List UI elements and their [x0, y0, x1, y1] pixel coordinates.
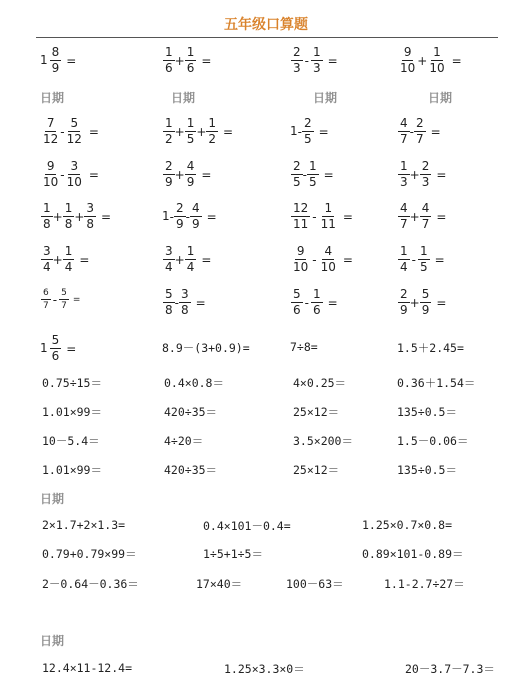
problem	[40, 245, 89, 274]
operator: +	[409, 295, 420, 310]
whole-number: 1	[290, 124, 298, 138]
equals-sign: =	[79, 252, 90, 267]
numerator: 1	[64, 201, 73, 215]
denominator: 10	[320, 260, 336, 274]
problem: 20－3.7－7.3＝	[405, 662, 495, 676]
denominator: 10	[66, 175, 82, 189]
numerator: 4	[421, 201, 430, 215]
fraction	[185, 117, 197, 146]
equals-sign: =	[327, 295, 338, 310]
denominator: 9	[175, 217, 184, 231]
denominator: 9	[421, 303, 430, 317]
operator: -	[304, 53, 309, 68]
operator: +	[409, 167, 420, 182]
equals-sign: =	[430, 124, 441, 139]
problem: 1.01×99＝	[42, 463, 102, 477]
problem	[290, 202, 353, 231]
equals-sign: =	[436, 295, 447, 310]
numerator: 5	[51, 333, 60, 347]
numerator: 5	[421, 287, 430, 301]
problem: 25×12＝	[293, 463, 340, 477]
denominator: 8	[43, 217, 51, 231]
problem	[290, 288, 338, 317]
fraction	[420, 288, 432, 317]
numerator: 1	[64, 244, 73, 258]
numerator: 2	[165, 159, 173, 173]
problem	[397, 46, 462, 75]
equals-sign: =	[195, 295, 206, 310]
denominator: 5	[308, 175, 317, 189]
denominator: 2	[165, 132, 173, 146]
fraction	[319, 245, 338, 274]
denominator: 9	[186, 175, 195, 189]
operator: -	[60, 124, 65, 139]
numerator: 5	[165, 287, 173, 301]
numerator: 3	[86, 201, 95, 215]
operator: +	[52, 252, 63, 267]
whole-number: 1	[40, 53, 48, 67]
denominator: 7	[43, 301, 49, 311]
fraction	[185, 160, 197, 189]
numerator: 3	[180, 287, 189, 301]
numerator: 7	[46, 116, 55, 130]
denominator: 7	[61, 301, 67, 311]
expression-text: 1.5＋2.45=	[397, 341, 464, 355]
numerator: 1	[165, 116, 173, 130]
denominator: 3	[312, 61, 321, 75]
equals-sign: =	[201, 167, 212, 182]
numerator: 1	[186, 45, 195, 59]
numerator: 6	[43, 288, 49, 298]
worksheet-title: 五年级口算题	[224, 17, 308, 33]
numerator: 9	[403, 45, 412, 59]
equals-sign: =	[201, 252, 212, 267]
numerator: 4	[191, 201, 200, 215]
fraction	[311, 288, 323, 317]
fraction	[84, 202, 96, 231]
denominator: 6	[51, 349, 60, 363]
numerator: 4	[324, 244, 333, 258]
denominator: 11	[320, 217, 336, 231]
equals-sign: =	[66, 53, 77, 68]
problem	[40, 117, 99, 146]
fraction	[63, 202, 75, 231]
numerator: 4	[186, 159, 195, 173]
fraction	[50, 334, 62, 363]
problem: 0.4×101－0.4=	[203, 519, 291, 533]
fraction	[398, 117, 410, 146]
date-label: 日期	[428, 91, 453, 105]
fraction	[190, 202, 202, 231]
equals-sign: =	[327, 53, 338, 68]
denominator: 4	[43, 260, 51, 274]
fraction	[185, 46, 197, 75]
numerator: 3	[70, 159, 79, 173]
problem	[40, 202, 111, 231]
numerator: 9	[46, 159, 55, 173]
fraction	[50, 46, 62, 75]
denominator: 4	[186, 260, 195, 274]
fraction	[398, 160, 410, 189]
numerator: 4	[400, 201, 408, 215]
numerator: 1	[186, 244, 195, 258]
problem	[397, 160, 446, 189]
denominator: 9	[191, 217, 200, 231]
equals-sign: =	[436, 209, 447, 224]
numerator: 2	[421, 159, 430, 173]
denominator: 9	[165, 175, 173, 189]
denominator: 8	[86, 217, 95, 231]
problem: 1.25×0.7×0.8=	[362, 518, 453, 532]
problem: 0.36＋1.54＝	[397, 376, 476, 390]
equals-sign: =	[434, 252, 445, 267]
problem: 2－0.64－0.36＝	[42, 577, 139, 591]
operator: -	[297, 124, 302, 139]
operator: +	[174, 167, 185, 182]
denominator: 2	[208, 132, 217, 146]
date-label: 日期	[40, 634, 65, 648]
numerator: 1	[400, 159, 408, 173]
fraction	[41, 202, 53, 231]
problem: 0.75÷15＝	[42, 376, 102, 390]
fraction	[302, 117, 314, 146]
fraction	[398, 46, 417, 75]
denominator: 7	[415, 132, 424, 146]
problem: 10－5.4＝	[42, 434, 100, 448]
fraction	[427, 46, 446, 75]
denominator: 5	[419, 260, 428, 274]
numerator: 1	[208, 116, 217, 130]
problem: 4÷20＝	[164, 434, 204, 448]
problem	[290, 117, 329, 146]
denominator: 8	[64, 217, 73, 231]
denominator: 11	[293, 217, 309, 231]
operator: +	[417, 53, 428, 68]
problem: 1÷5+1÷5＝	[203, 547, 263, 561]
equals-sign: =	[201, 53, 212, 68]
equals-sign: =	[342, 252, 353, 267]
date-label: 日期	[313, 91, 338, 105]
problem	[162, 334, 250, 355]
denominator: 6	[293, 303, 301, 317]
denominator: 8	[165, 303, 173, 317]
problem	[162, 202, 217, 231]
operator: -	[60, 167, 65, 182]
operator: -	[304, 295, 309, 310]
operator: +	[52, 209, 63, 224]
numerator: 5	[61, 288, 67, 298]
denominator: 6	[186, 61, 195, 75]
equals-sign: =	[72, 294, 81, 305]
numerator: 9	[296, 244, 305, 258]
problem	[290, 245, 353, 274]
denominator: 9	[51, 61, 60, 75]
denominator: 5	[186, 132, 195, 146]
fraction	[291, 288, 303, 317]
numerator: 3	[165, 244, 173, 258]
numerator: 1	[308, 159, 317, 173]
numerator: 1	[419, 244, 428, 258]
numerator: 2	[293, 159, 301, 173]
fraction	[398, 202, 410, 231]
numerator: 1	[165, 45, 173, 59]
equals-sign: =	[88, 124, 99, 139]
denominator: 10	[43, 175, 59, 189]
denominator: 10	[429, 61, 445, 75]
problem: 1.01×99＝	[42, 405, 102, 419]
denominator: 4	[165, 260, 173, 274]
denominator: 4	[64, 260, 73, 274]
fraction	[319, 202, 338, 231]
problem	[397, 245, 445, 274]
denominator: 7	[400, 217, 408, 231]
problem	[162, 46, 211, 75]
denominator: 3	[421, 175, 430, 189]
numerator: 1	[400, 244, 408, 258]
problem	[397, 288, 446, 317]
denominator: 8	[180, 303, 189, 317]
operator: +	[174, 53, 185, 68]
fraction	[163, 288, 175, 317]
operator: -	[174, 295, 179, 310]
problem: 25×12＝	[293, 405, 340, 419]
problem: 135÷0.5＝	[397, 463, 457, 477]
operator: -	[302, 167, 307, 182]
equals-sign: =	[451, 53, 462, 68]
numerator: 12	[293, 201, 309, 215]
numerator: 2	[293, 45, 301, 59]
fraction	[307, 160, 319, 189]
problem	[40, 160, 99, 189]
problem	[162, 117, 233, 146]
problem: 4×0.25＝	[293, 376, 347, 390]
operator: +	[174, 124, 185, 139]
numerator: 8	[51, 45, 60, 59]
fraction	[63, 245, 75, 274]
denominator: 7	[421, 217, 430, 231]
problem	[397, 117, 441, 146]
fraction	[311, 46, 323, 75]
whole-number: 1	[40, 341, 48, 355]
equals-sign: =	[223, 124, 234, 139]
numerator: 2	[400, 287, 408, 301]
denominator: 12	[43, 132, 59, 146]
operator: -	[185, 209, 190, 224]
problem	[162, 245, 211, 274]
fraction	[65, 160, 84, 189]
problem: 17×40＝	[196, 577, 243, 591]
problem	[162, 160, 211, 189]
fraction	[41, 160, 60, 189]
problem: 0.4×0.8＝	[164, 376, 224, 390]
numerator: 3	[43, 244, 51, 258]
problem	[397, 202, 446, 231]
denominator: 6	[312, 303, 321, 317]
fraction	[163, 117, 175, 146]
equals-sign: =	[318, 124, 329, 139]
date-label: 日期	[40, 91, 65, 105]
whole-number: 1	[162, 209, 170, 223]
fraction	[420, 202, 432, 231]
equals-sign: =	[342, 209, 353, 224]
fraction	[174, 202, 186, 231]
equals-sign: =	[66, 341, 77, 356]
fraction	[291, 202, 310, 231]
numerator: 1	[312, 45, 321, 59]
denominator: 6	[165, 61, 173, 75]
fraction	[420, 160, 432, 189]
operator: +	[409, 209, 420, 224]
operator: -	[411, 252, 416, 267]
numerator: 5	[70, 116, 79, 130]
operator: +	[174, 252, 185, 267]
problem	[290, 46, 338, 75]
numerator: 2	[415, 116, 424, 130]
fraction	[41, 288, 51, 311]
problem: 2×1.7+2×1.3=	[42, 518, 126, 532]
numerator: 1	[324, 201, 333, 215]
problem: 0.79+0.79×99＝	[42, 547, 137, 561]
problem	[162, 288, 206, 317]
denominator: 10	[400, 61, 416, 75]
problem: 1.5－0.06＝	[397, 434, 469, 448]
fraction	[41, 245, 53, 274]
problem	[290, 160, 334, 189]
operator: -	[312, 252, 317, 267]
fraction	[185, 245, 197, 274]
expression-text: 8.9－(3+0.9)=	[162, 341, 250, 355]
fraction	[179, 288, 191, 317]
problem: 100－63＝	[286, 577, 344, 591]
problem: 3.5×200＝	[293, 434, 353, 448]
numerator: 5	[293, 287, 301, 301]
equals-sign: =	[101, 209, 112, 224]
numerator: 2	[175, 201, 184, 215]
problem	[40, 46, 76, 75]
fraction	[163, 46, 175, 75]
denominator: 12	[66, 132, 82, 146]
denominator: 7	[400, 132, 408, 146]
fraction	[163, 245, 175, 274]
fraction	[398, 245, 410, 274]
expression-text: 7÷8=	[290, 340, 318, 354]
problem: 135÷0.5＝	[397, 405, 457, 419]
problem: 420÷35＝	[164, 463, 218, 477]
problem: 420÷35＝	[164, 405, 218, 419]
problem	[290, 334, 318, 354]
denominator: 5	[293, 175, 301, 189]
fraction	[59, 288, 69, 311]
date-label: 日期	[40, 492, 65, 506]
fraction	[291, 245, 310, 274]
fraction	[398, 288, 410, 317]
fraction	[291, 160, 303, 189]
operator: -	[169, 209, 174, 224]
denominator: 10	[293, 260, 309, 274]
equals-sign: =	[323, 167, 334, 182]
problem: 12.4×11-12.4=	[42, 661, 133, 675]
operator: +	[196, 124, 207, 139]
numerator: 4	[400, 116, 408, 130]
problem	[397, 334, 464, 355]
fraction	[206, 117, 218, 146]
denominator: 3	[293, 61, 301, 75]
numerator: 1	[43, 201, 51, 215]
equals-sign: =	[206, 209, 217, 224]
title-rule	[36, 37, 498, 38]
fraction	[414, 117, 426, 146]
fraction	[41, 117, 60, 146]
numerator: 2	[303, 116, 312, 130]
denominator: 5	[303, 132, 312, 146]
problem	[40, 334, 76, 363]
denominator: 9	[400, 303, 408, 317]
numerator: 1	[186, 116, 195, 130]
denominator: 4	[400, 260, 408, 274]
operator: +	[74, 209, 85, 224]
problem	[40, 288, 80, 311]
problem: 0.89×101-0.89＝	[362, 547, 464, 561]
numerator: 1	[312, 287, 321, 301]
fraction	[163, 160, 175, 189]
fraction	[291, 46, 303, 75]
equals-sign: =	[88, 167, 99, 182]
numerator: 1	[433, 45, 441, 59]
date-label: 日期	[171, 91, 196, 105]
operator: -	[52, 292, 58, 307]
problem: 1.1-2.7÷27＝	[384, 577, 465, 591]
operator: -	[312, 209, 317, 224]
denominator: 3	[400, 175, 408, 189]
equals-sign: =	[436, 167, 447, 182]
fraction	[418, 245, 430, 274]
problem: 1.25×3.3×0＝	[224, 662, 305, 676]
fraction	[65, 117, 84, 146]
operator: -	[409, 124, 414, 139]
